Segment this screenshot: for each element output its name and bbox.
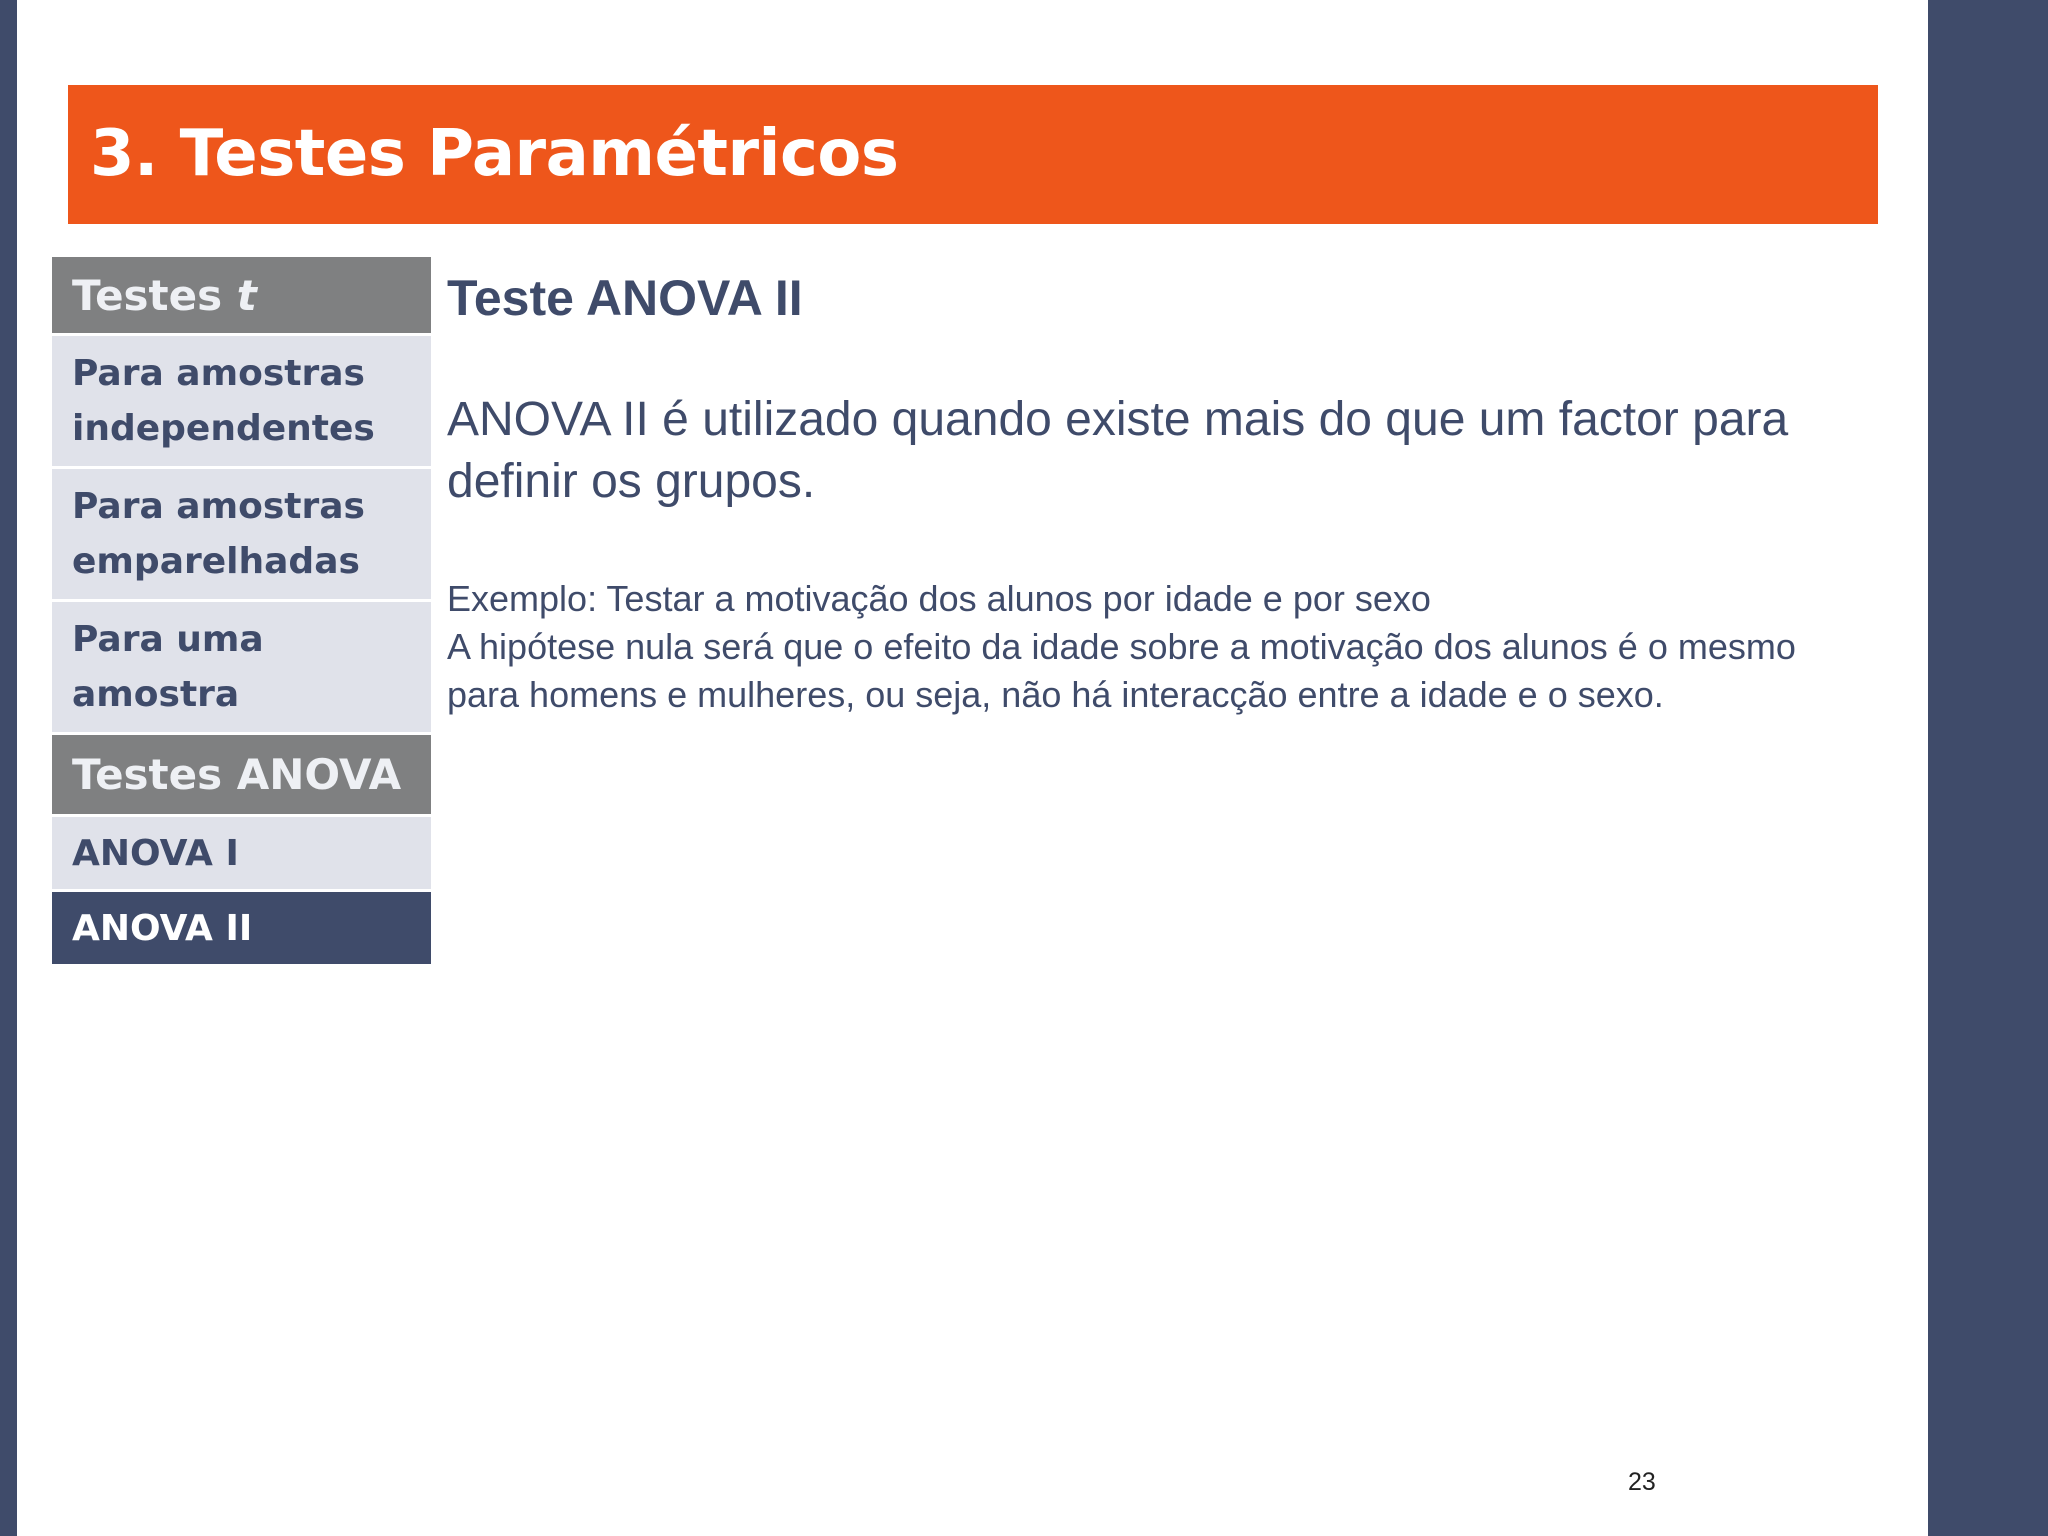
section-header-prefix: Testes [72, 270, 237, 320]
sidebar-item-uma-amostra[interactable] [52, 602, 431, 735]
sidebar-item-anova-i[interactable] [52, 817, 431, 892]
content-area [447, 265, 1847, 719]
section-header-testes-anova[interactable] [52, 735, 431, 817]
sidebar-item-label-line1: Para amostras [72, 486, 365, 527]
sidebar-item-label-line2: amostra [72, 674, 240, 715]
sidebar-item-label-line2: emparelhadas [72, 541, 360, 582]
slide-title: 3. Testes Paramétricos [90, 117, 899, 191]
example-block [447, 575, 1847, 719]
section-header-emphasis: t [236, 270, 257, 320]
sidebar-item-amostras-emparelhadas[interactable] [52, 469, 431, 602]
content-lead-paragraph: ANOVA II é utilizado quando existe mais do que um factor para definir os grupos. [447, 393, 1789, 508]
title-banner [68, 85, 1878, 224]
sidebar-item-label-line2: independentes [72, 408, 375, 449]
sidebar-item-amostras-independentes[interactable] [52, 336, 431, 469]
section-header-label [72, 268, 431, 323]
content-title: Teste ANOVA II [447, 270, 803, 326]
example-line: Exemplo: Testar a motivação dos alunos por idade e por sexo [447, 578, 1431, 619]
sidebar-item-label: ANOVA II [72, 907, 253, 949]
sidebar-nav [52, 257, 431, 964]
left-edge-bar [0, 0, 17, 1536]
section-header-testes-t[interactable] [52, 257, 431, 336]
page-number: 23 [1628, 1468, 1656, 1496]
hypothesis-text: A hipótese nula será que o efeito da idade sobre a motivação dos alunos é o mesmo para homens e mulheres, ou seja, não há interacção entre a idade e o sexo. [447, 626, 1796, 715]
section-header-label: Testes ANOVA [72, 750, 402, 799]
sidebar-item-label-line1: Para uma [72, 619, 264, 660]
sidebar-item-anova-ii[interactable] [52, 892, 431, 964]
right-edge-bar [1928, 0, 2048, 1536]
sidebar-item-label-line1: Para amostras [72, 353, 365, 394]
sidebar-item-label: ANOVA I [72, 832, 239, 874]
